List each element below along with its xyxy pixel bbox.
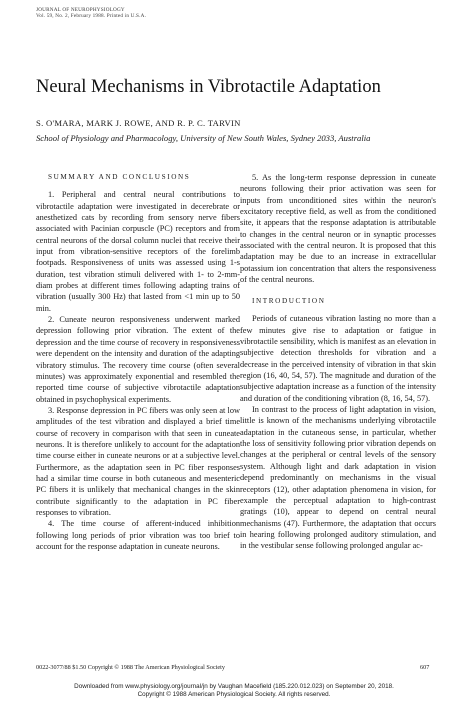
authors: S. O'MARA, MARK J. ROWE, AND R. P. C. TARVIN [36,118,241,128]
left-column [36,172,240,552]
affiliation: School of Physiology and Pharmacology, University of New South Wales, Sydney 2033, Australia [36,133,371,143]
intro-paragraph-1: Periods of cutaneous vibration lasting no more than a few minutes give rise to adaptation or fatigue in vibrotactile sensibility, which is manifest as an elevation in subjective detection thresholds for vibration and a decrease in the perceived intensity of vibration in that skin region (16, 40, 54, 57). The magnitude and duration of the subjective adaptation increase as a function of the intensity and duration of the conditioning vibration (8, 16, 54, 57). [240,314,437,403]
summary-paragraph-3: 3. Response depression in PC fibers was only seen at low amplitudes of the test vibration and displayed a brief time course of recovery in comparison with that seen in cuneate neurons. It is therefore unlikely to account for the adaptation time course either in cuneate neurons or at a subjective level. Furthermore, as the adaptation seen in PC fiber responses had a similar time course in both cutaneous and mesenteric PC fibers it is unlikely that mechanical changes in the skin contribute significantly to the adaptation in PC fiber responses to vibration. [36,405,240,517]
summary-paragraph-5: 5. As the long-term response depression in cuneate neurons following their prior activation was seen for inputs from unconditioned sites within the neuron's excitatory receptive field, as well as from the conditioned site, it appears that the response adaptation is attributable to changes in the central neuron or in synaptic processes associated with the central neuron. It is proposed that this adaptation may be due to an increase in extracellular potassium ion concentration that alters the responsiveness of the central neurons. [240,173,436,285]
article-title: Neural Mechanisms in Vibrotactile Adaptation [36,77,381,97]
summary-heading: SUMMARY AND CONCLUSIONS [48,173,191,181]
intro-paragraph-2: In contrast to the process of light adaptation in vision, little is known of the mechanisms underlying vibrotactile adaptation in the cutaneous sense, in particular, whether the loss of sensitivity following prior vibration depends on changes at the peripheral or central levels of the sensory system. Although light and dark adaptation in vision depend predominantly on mechanisms in the visual receptors (12), other adaptation phenomena in vision, for example the perceptual adaptation to high-contrast gratings (10), appear to depend on central neural mechanisms (47). Furthermore, the adaptation that occurs in hearing following prolonged auditory stimulation, and in the vestibular sense following prolonged angular ac- [240,405,436,551]
summary-paragraph-1: 1. Peripheral and central neural contributions to vibrotactile adaptation were investigated in decerebrate or anesthetized cats by recording from sensory nerve fibers associated with Pacinian corpuscle (PC) receptors and from central neurons of the dorsal column nuclei that receive their input from vibration-sensitive receptors of the forelimb footpads. Responsiveness of units was assessed using 1-s duration, test vibration stimuli delivered with 1- to 2-mm-diam probes at different times following adapting trains of vibration (usually 300 Hz) that lasted from <1 min up to 50 min. [36,190,240,313]
summary-paragraph-2: 2. Cuneate neuron responsiveness underwent marked depression following prior vibration. The extent of the depression and the time course of recovery in responsiveness were dependent on the intensity and duration of the adapting vibratory stimulus. The recovery time course (often several minutes) was approximately exponential and resembled the reported time course of subjective vibrotactile adaptation obtained in psychophysical experiments. [36,315,240,404]
journal-name: JOURNAL OF NEUROPHYSIOLOGY [36,7,125,13]
running-head [36,7,146,19]
introduction-heading: INTRODUCTION [252,297,326,305]
copyright-notice: Copyright © 1988 American Physiological Society. All rights reserved. [137,691,331,698]
summary-paragraph-4: 4. The time course of afferent-induced inhibition following long periods of prior vibration was too brief to account for the response adaptation in cuneate neurons. [36,519,240,551]
introduction-section [240,296,436,552]
right-column-top [240,172,436,285]
download-notice: Downloaded from www.physiology.org/journal/jn by Vaughan Macefield (185.220.012.023) on September 20, 2018. [74,683,394,690]
page-number: 607 [420,664,430,671]
journal-issue: Vol. 59, No. 2, February 1988. Printed in U.S.A. [36,13,147,20]
copyright-line: 0022-3077/88 $1.50 Copyright © 1988 The American Physiological Society [36,664,225,671]
